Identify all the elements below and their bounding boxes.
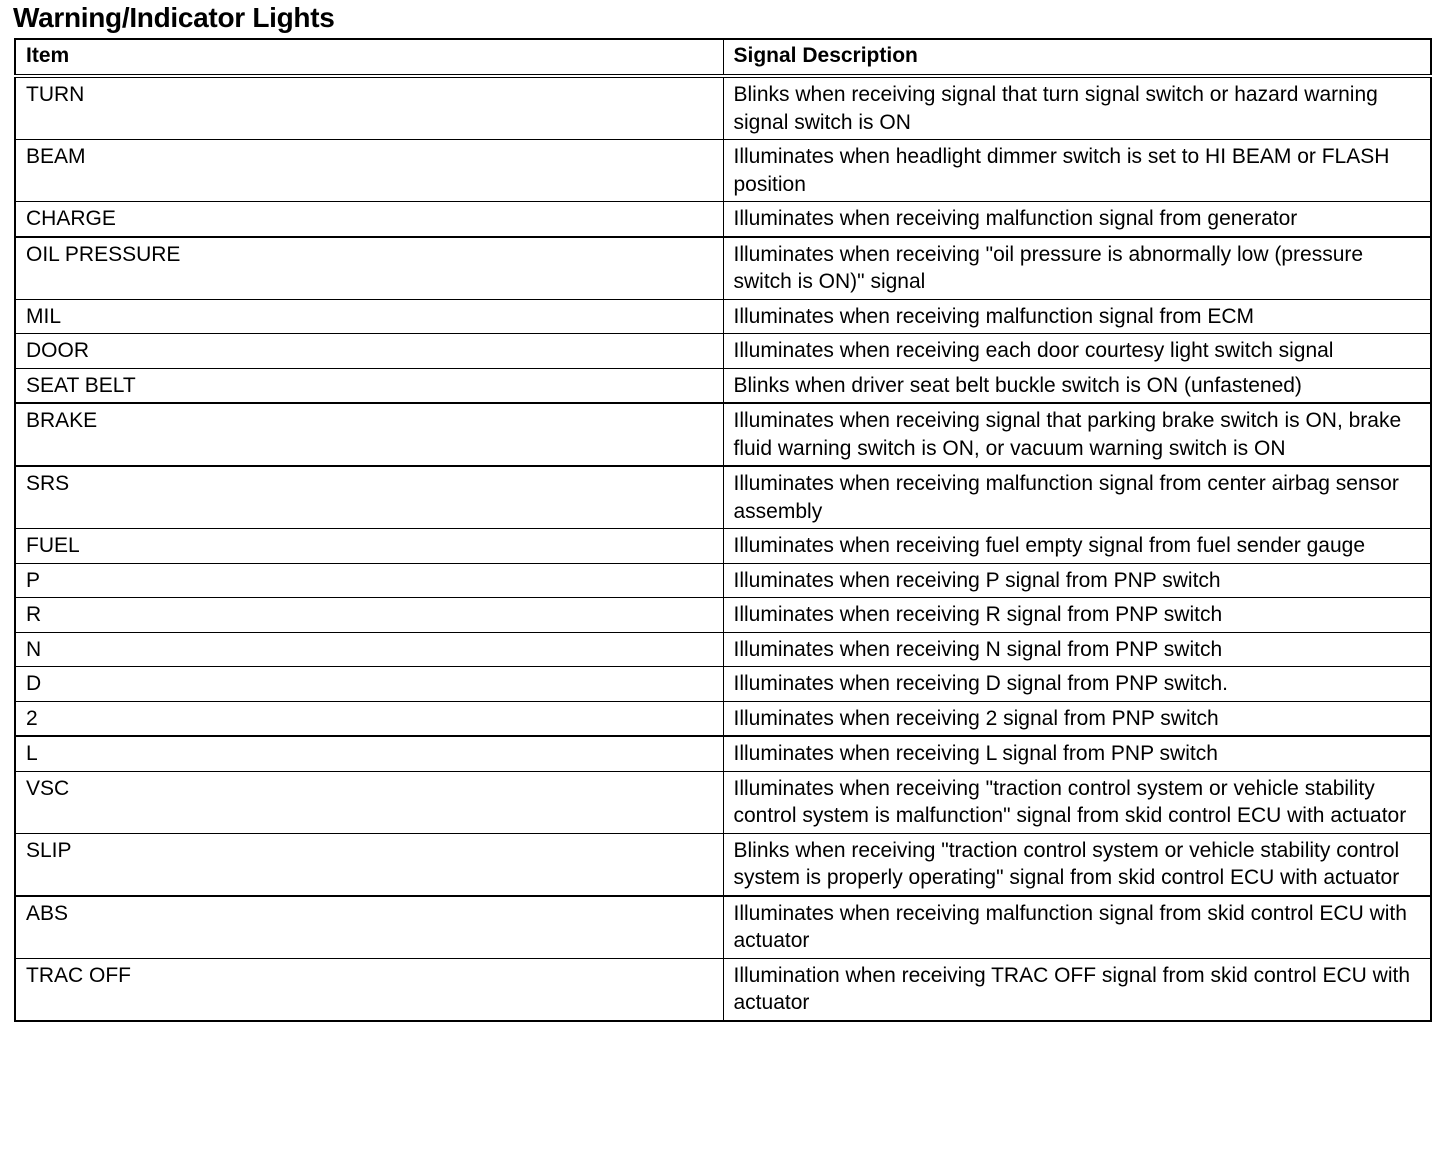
table-row [15,701,1431,736]
table-row [15,667,1431,702]
signal-description-cell: Illuminates when receiving D signal from PNP switch. [723,667,1431,702]
table-row [15,833,1431,896]
signal-description-cell: Illuminates when receiving each door courtesy light switch signal [723,334,1431,369]
signal-description-cell: Illuminates when receiving P signal from PNP switch [723,563,1431,598]
signal-description-cell: Illuminates when receiving malfunction signal from generator [723,202,1431,237]
table-row [15,140,1431,202]
item-cell: TURN [15,76,723,140]
signal-description-cell: Blinks when receiving signal that turn signal switch or hazard warning signal switch is ON [723,76,1431,140]
table-row [15,632,1431,667]
signal-description-cell: Blinks when receiving "traction control system or vehicle stability control system is properly operating" signal from skid control ECU with actuator [723,833,1431,896]
item-cell: P [15,563,723,598]
signal-description-cell: Illuminates when receiving malfunction signal from center airbag sensor assembly [723,466,1431,529]
table-row [15,771,1431,833]
item-cell: SLIP [15,833,723,896]
table-row [15,529,1431,564]
item-cell: OIL PRESSURE [15,237,723,300]
item-cell: FUEL [15,529,723,564]
signal-description-cell: Illuminates when receiving malfunction signal from ECM [723,299,1431,334]
item-cell: BRAKE [15,403,723,466]
item-cell: 2 [15,701,723,736]
table-row [15,368,1431,403]
signal-description-cell: Illuminates when receiving signal that parking brake switch is ON, brake fluid warning switch is ON, or vacuum warning switch is ON [723,403,1431,466]
warning-lights-table-container [14,38,1430,1022]
table-row [15,598,1431,633]
signal-description-cell: Illuminates when receiving N signal from PNP switch [723,632,1431,667]
column-header-signal-description: Signal Description [723,39,1431,76]
table-row [15,736,1431,771]
item-cell: TRAC OFF [15,958,723,1021]
signal-description-cell: Illuminates when receiving malfunction signal from skid control ECU with actuator [723,896,1431,959]
item-cell: R [15,598,723,633]
signal-description-cell: Illuminates when receiving L signal from PNP switch [723,736,1431,771]
item-cell: MIL [15,299,723,334]
table-row [15,958,1431,1021]
item-cell: N [15,632,723,667]
table-row [15,403,1431,466]
table-row [15,466,1431,529]
page-title: Warning/Indicator Lights [13,2,335,33]
signal-description-cell: Illumination when receiving TRAC OFF signal from skid control ECU with actuator [723,958,1431,1021]
table-row [15,334,1431,369]
column-header-item: Item [15,39,723,76]
item-cell: SEAT BELT [15,368,723,403]
signal-description-cell: Illuminates when receiving R signal from PNP switch [723,598,1431,633]
signal-description-cell: Illuminates when receiving fuel empty signal from fuel sender gauge [723,529,1431,564]
item-cell: SRS [15,466,723,529]
item-cell: VSC [15,771,723,833]
signal-description-cell: Blinks when driver seat belt buckle switch is ON (unfastened) [723,368,1431,403]
item-cell: CHARGE [15,202,723,237]
table-row [15,76,1431,140]
table-row [15,896,1431,959]
item-cell: BEAM [15,140,723,202]
table-row [15,299,1431,334]
signal-description-cell: Illuminates when receiving 2 signal from PNP switch [723,701,1431,736]
item-cell: ABS [15,896,723,959]
item-cell: D [15,667,723,702]
signal-description-cell: Illuminates when receiving "traction control system or vehicle stability control system is malfunction" signal from skid control ECU with actuator [723,771,1431,833]
table-header-row [15,39,1431,76]
signal-description-cell: Illuminates when receiving "oil pressure is abnormally low (pressure switch is ON)" signal [723,237,1431,300]
item-cell: L [15,736,723,771]
signal-description-cell: Illuminates when headlight dimmer switch is set to HI BEAM or FLASH position [723,140,1431,202]
table-row [15,202,1431,237]
warning-lights-table [14,38,1432,1022]
table-row [15,237,1431,300]
table-row [15,563,1431,598]
item-cell: DOOR [15,334,723,369]
